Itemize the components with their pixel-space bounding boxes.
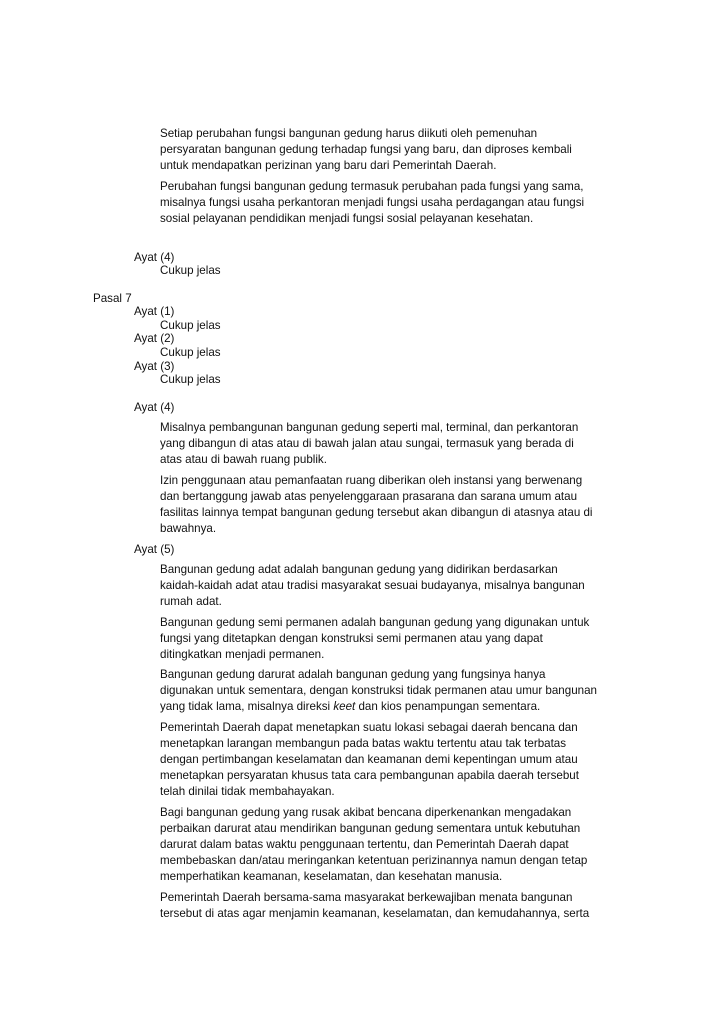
ayat5-p2-line-1: Bangunan gedung semi permanen adalah bangunan gedung yang digunakan untuk (160, 616, 590, 629)
ayat5-p2-line-3: ditingkatkan menjadi permanen. (160, 648, 325, 661)
ayat5-p5-line-3: darurat dalam batas waktu penggunaan tertentu, dan Pemerintah Daerah dapat (160, 838, 569, 851)
ayat-heading: Ayat (4) (134, 251, 175, 264)
ayat-heading: Ayat (5) (134, 543, 175, 556)
ayat-text: Cukup jelas (160, 319, 221, 332)
ayat5-p3-line-3 (160, 700, 540, 714)
intro-p1-line-2: persyaratan bangunan gedung terhadap fungsi yang baru, dan diproses kembali (160, 143, 572, 156)
ayat5-p1-line-3: rumah adat. (160, 595, 222, 608)
ayat4-p1-line-1: Misalnya pembangunan bangunan gedung seperti mal, terminal, dan perkantoran (160, 421, 579, 434)
ayat5-p5-line-2: perbaikan darurat atau mendirikan bangunan gedung sementara untuk kebutuhan (160, 822, 581, 835)
ayat-text: Cukup jelas (160, 346, 221, 359)
ayat-heading: Ayat (3) (134, 360, 175, 373)
intro-p1-line-3: untuk mendapatkan perizinan yang baru dari Pemerintah Daerah. (160, 159, 497, 172)
ayat5-p4-line-1: Pemerintah Daerah dapat menetapkan suatu lokasi sebagai daerah bencana dan (160, 721, 578, 734)
ayat4-p2-line-1: Izin penggunaan atau pemanfaatan ruang diberikan oleh instansi yang berwenang (160, 474, 583, 487)
ayat4-p1-line-3: atas atau di bawah ruang publik. (160, 453, 327, 466)
ayat-text: Cukup jelas (160, 373, 221, 386)
ayat-heading: Ayat (2) (134, 332, 175, 345)
ayat5-p4-line-4: menetapkan persyaratan khusus tata cara pembangunan apabila daerah tersebut (160, 769, 579, 782)
pasal-heading: Pasal 7 (93, 292, 132, 305)
ayat5-p4-line-5: telah dinilai tidak membahayakan. (160, 785, 335, 798)
ayat4-p2-line-4: bawahnya. (160, 522, 217, 535)
ayat4-p1-line-2: yang dibangun di atas atau di bawah jalan atau sungai, termasuk yang berada di (160, 437, 574, 450)
intro-p1-line-1: Setiap perubahan fungsi bangunan gedung harus diikuti oleh pemenuhan (160, 127, 538, 140)
ayat5-p5-line-5: memperhatikan keamanan, keselamatan, dan kesehatan manusia. (160, 870, 503, 883)
ayat4-p2-line-3: fasilitas lainnya tempat bangunan gedung tersebut akan dibangun di atasnya atau di (160, 506, 593, 519)
ayat5-p5-line-1: Bagi bangunan gedung yang rusak akibat bencana diperkenankan mengadakan (160, 806, 572, 819)
ayat-text: Cukup jelas (160, 264, 221, 277)
ayat4-p2-line-2: dan bertanggung jawab atas penyelenggaraan prasarana dan sarana umum atau (160, 490, 578, 503)
intro-p2-line-1: Perubahan fungsi bangunan gedung termasuk perubahan pada fungsi yang sama, (160, 180, 584, 193)
ayat5-p2-line-2: fungsi yang ditetapkan dengan konstruksi semi permanen atau yang dapat (160, 632, 543, 645)
ayat5-p1-line-1: Bangunan gedung adat adalah bangunan gedung yang didirikan berdasarkan (160, 563, 558, 576)
ayat5-p3-line-1: Bangunan gedung darurat adalah bangunan gedung yang fungsinya hanya (160, 668, 546, 681)
ayat5-p4-line-2: menetapkan larangan membangun pada batas waktu tertentu atau tak terbatas (160, 737, 567, 750)
ayat-heading: Ayat (4) (134, 401, 175, 414)
ayat5-p6-line-1: Pemerintah Daerah bersama-sama masyarakat berkewajiban menata bangunan (160, 891, 573, 904)
ayat-heading: Ayat (1) (134, 305, 175, 318)
ayat5-p4-line-3: dengan pertimbangan keselamatan dan keamanan demi kepentingan umum atau (160, 753, 578, 766)
intro-p2-line-2: misalnya fungsi usaha perkantoran menjadi fungsi usaha perdagangan atau fungsi (160, 196, 585, 209)
ayat5-p1-line-2: kaidah-kaidah adat atau tradisi masyarakat sesuai budayanya, misalnya bangunan (160, 579, 585, 592)
ayat5-p3-text-before: yang tidak lama, misalnya direksi (160, 700, 334, 713)
intro-p2-line-3: sosial pelayanan pendidikan menjadi fungsi sosial pelayanan kesehatan. (160, 212, 534, 225)
ayat5-p3-italic-term: keet (333, 700, 356, 713)
ayat5-p3-text-after: dan kios penampungan sementara. (355, 700, 541, 713)
ayat5-p5-line-4: membebaskan dan/atau meringankan ketentuan perizinannya namun dengan tetap (160, 854, 588, 867)
ayat5-p3-line-2: digunakan untuk sementara, dengan konstruksi tidak permanen atau umur bangunan (160, 684, 597, 697)
ayat5-p6-line-2: tersebut di atas agar menjamin keamanan, keselamatan, dan kemudahannya, serta (160, 907, 590, 920)
